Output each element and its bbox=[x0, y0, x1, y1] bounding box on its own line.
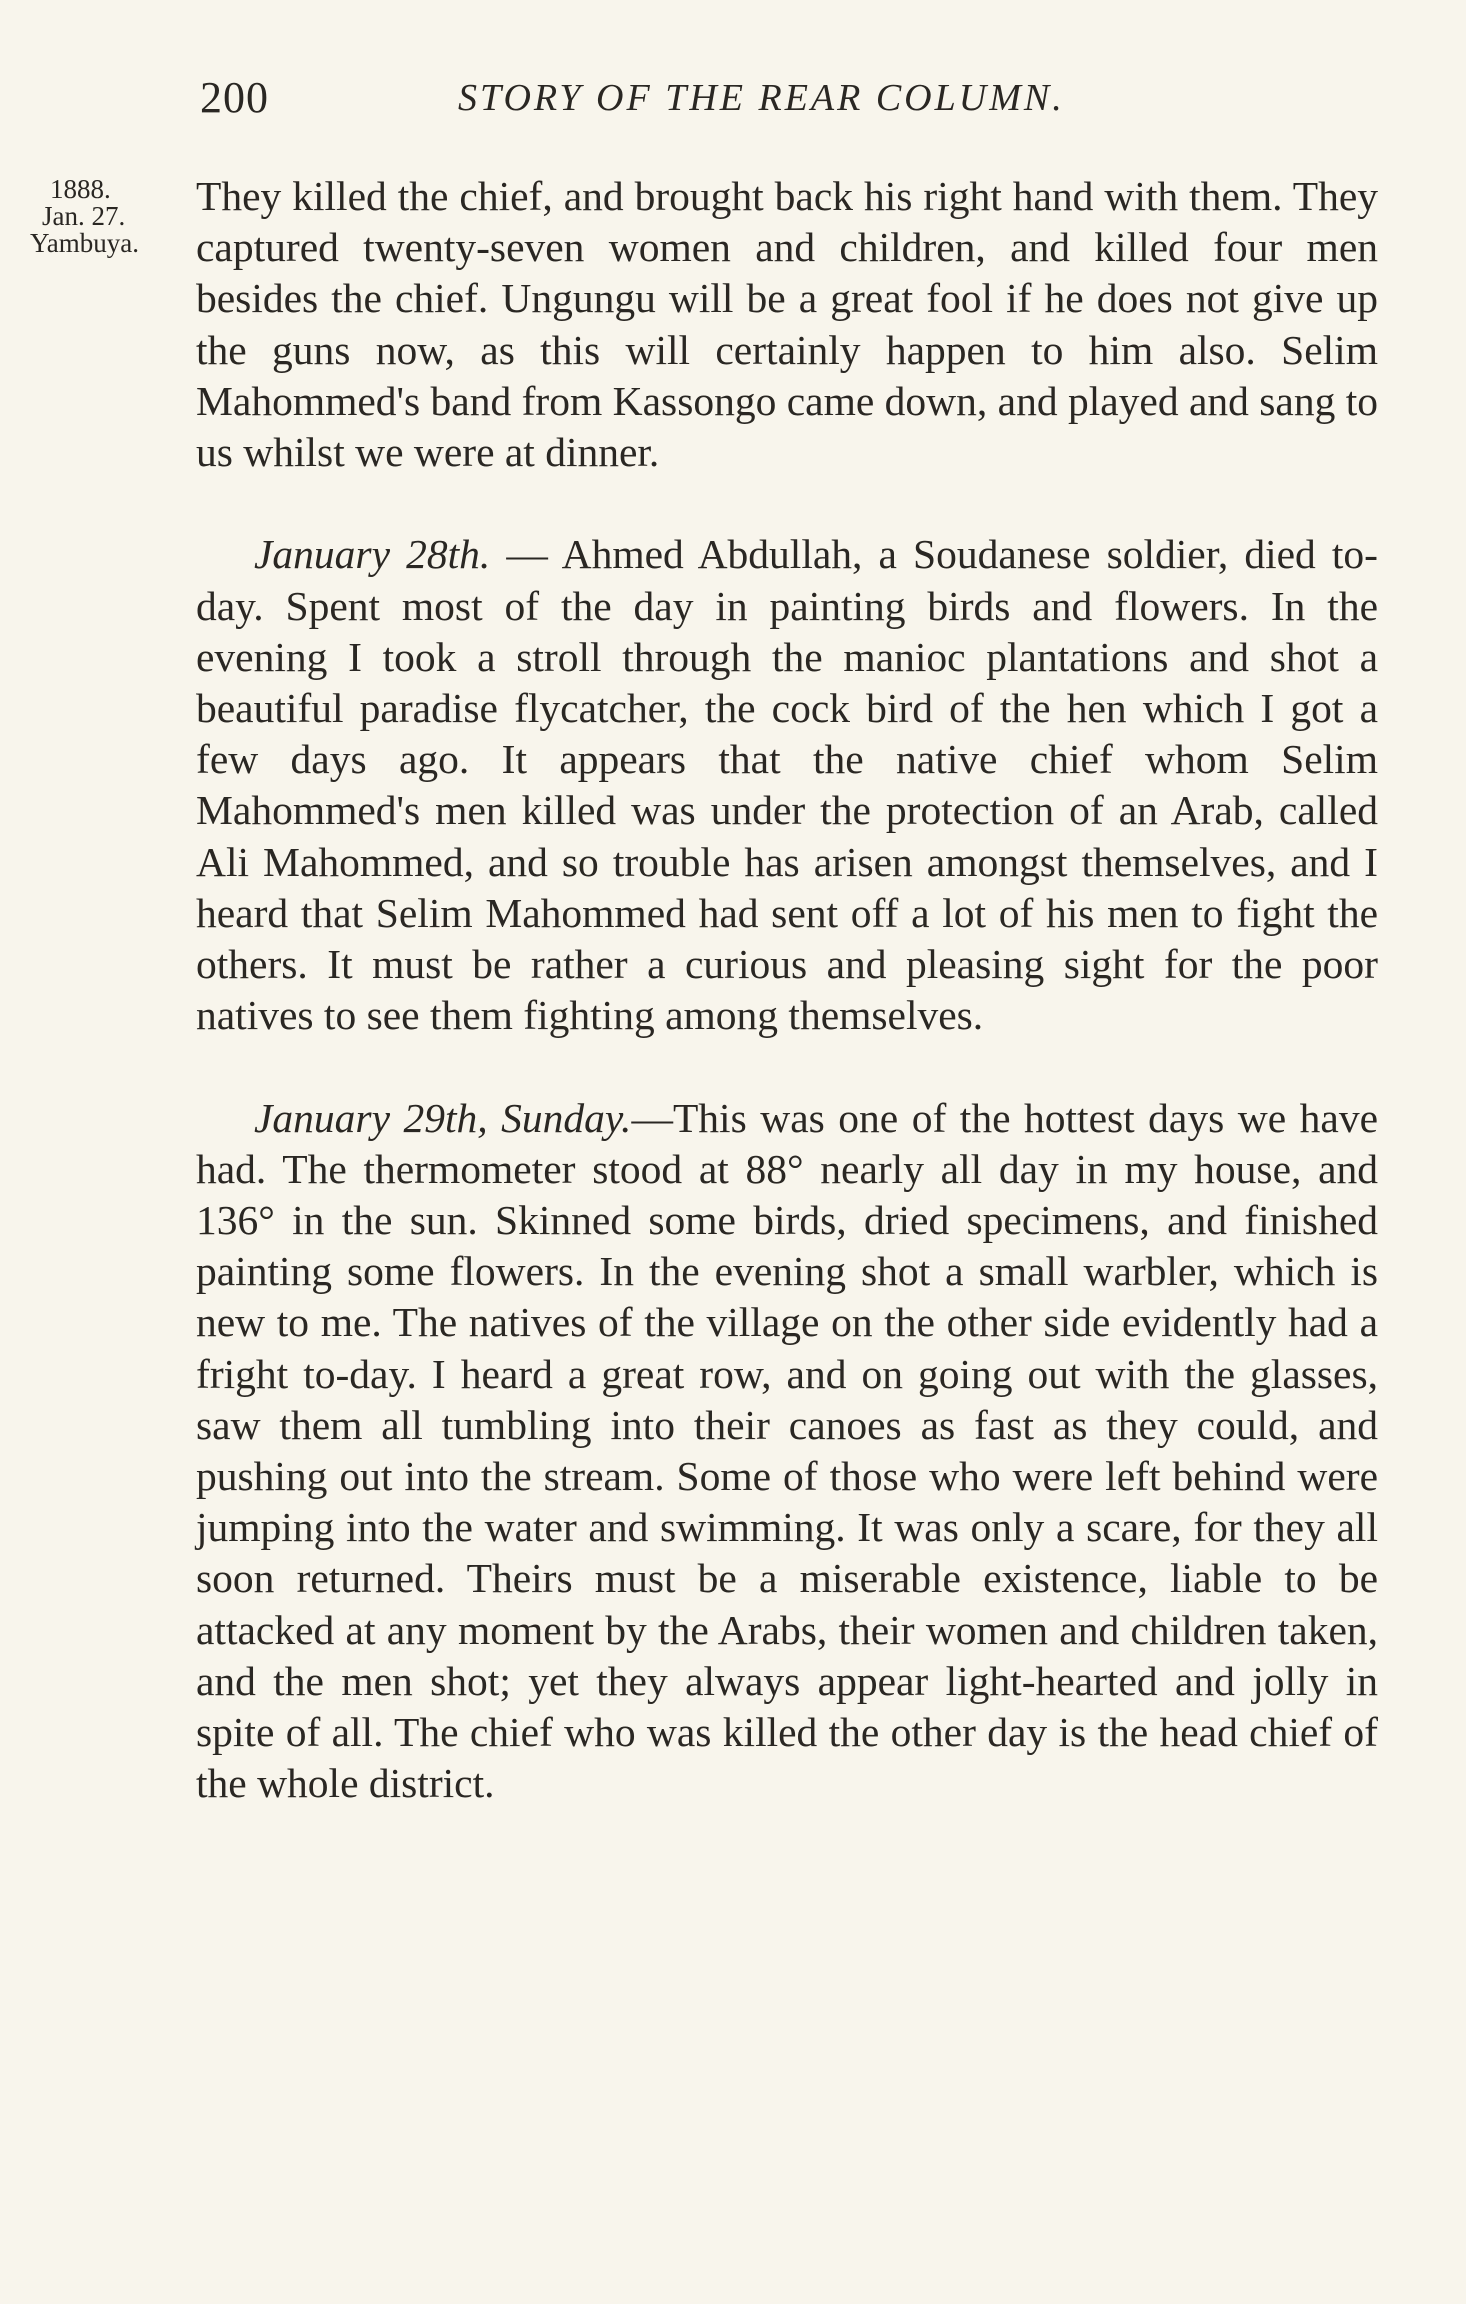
entry-january-29 bbox=[196, 1093, 1378, 1810]
margin-note-place: Yambuya. bbox=[30, 228, 140, 258]
entry-january-28 bbox=[196, 529, 1378, 1041]
running-head bbox=[200, 72, 1380, 132]
body-text bbox=[196, 171, 1378, 1809]
entry-text: — Ahmed Abdullah, a Soudanese soldier, died to-day. Spent most of the day in painting birds and flowers. In the evening I took a stroll through the manioc plantations and shot a beautiful paradise flycatcher, the cock bird of the hen which I got a few days ago. It appears that the native chief whom Selim Mahommed's men killed was under the protection of an Arab, called Ali Mahommed, and so trouble has arisen amongst themselves, and I heard that Selim Mahommed had sent off a lot of his men to fight the others. It must be rather a curious and pleasing sight for the poor natives to see them fighting among themselves. bbox=[196, 531, 1378, 1039]
entry-date-heading: January 28th. bbox=[254, 531, 491, 578]
paragraph-continuation bbox=[196, 171, 1378, 478]
paragraph-text: They killed the chief, and brought back his right hand with them. They captured twenty-seven women and children, and killed four men besides the chief. Ungungu will be a great fool if he does not give up the guns now, as this will certainly happen to him also. Selim Mahommed's band from Kassongo came down, and played and sang to us whilst we were at dinner. bbox=[196, 173, 1378, 476]
margin-note-year: 1888. bbox=[50, 174, 111, 204]
page-number: 200 bbox=[200, 73, 269, 122]
running-title: STORY OF THE REAR COLUMN. bbox=[458, 77, 1065, 119]
margin-note-date: Jan. 27. bbox=[42, 201, 126, 231]
entry-text: —This was one of the hottest days we have had. The thermometer stood at 88° nearly all day in my house, and 136° in the sun. Skinned some birds, dried specimens, and finished painting some flowers. In the evening shot a small warbler, which is new to me. The natives of the village on the other side evidently had a fright to-day. I heard a great row, and on going out with the glasses, saw them all tumbling into their canoes as fast as they could, and pushing out into the stream. Some of those who were left behind were jumping into the water and swimming. It was only a scare, for they all soon returned. Theirs must be a miserable existence, liable to be attacked at any moment by the Arabs, their women and children taken, and the men shot; yet they always appear light-hearted and jolly in spite of all. The chief who was killed the other day is the head chief of the whole district. bbox=[196, 1094, 1379, 1807]
margin-note bbox=[28, 176, 188, 257]
entry-date-heading: January 29th, Sunday. bbox=[254, 1094, 632, 1141]
